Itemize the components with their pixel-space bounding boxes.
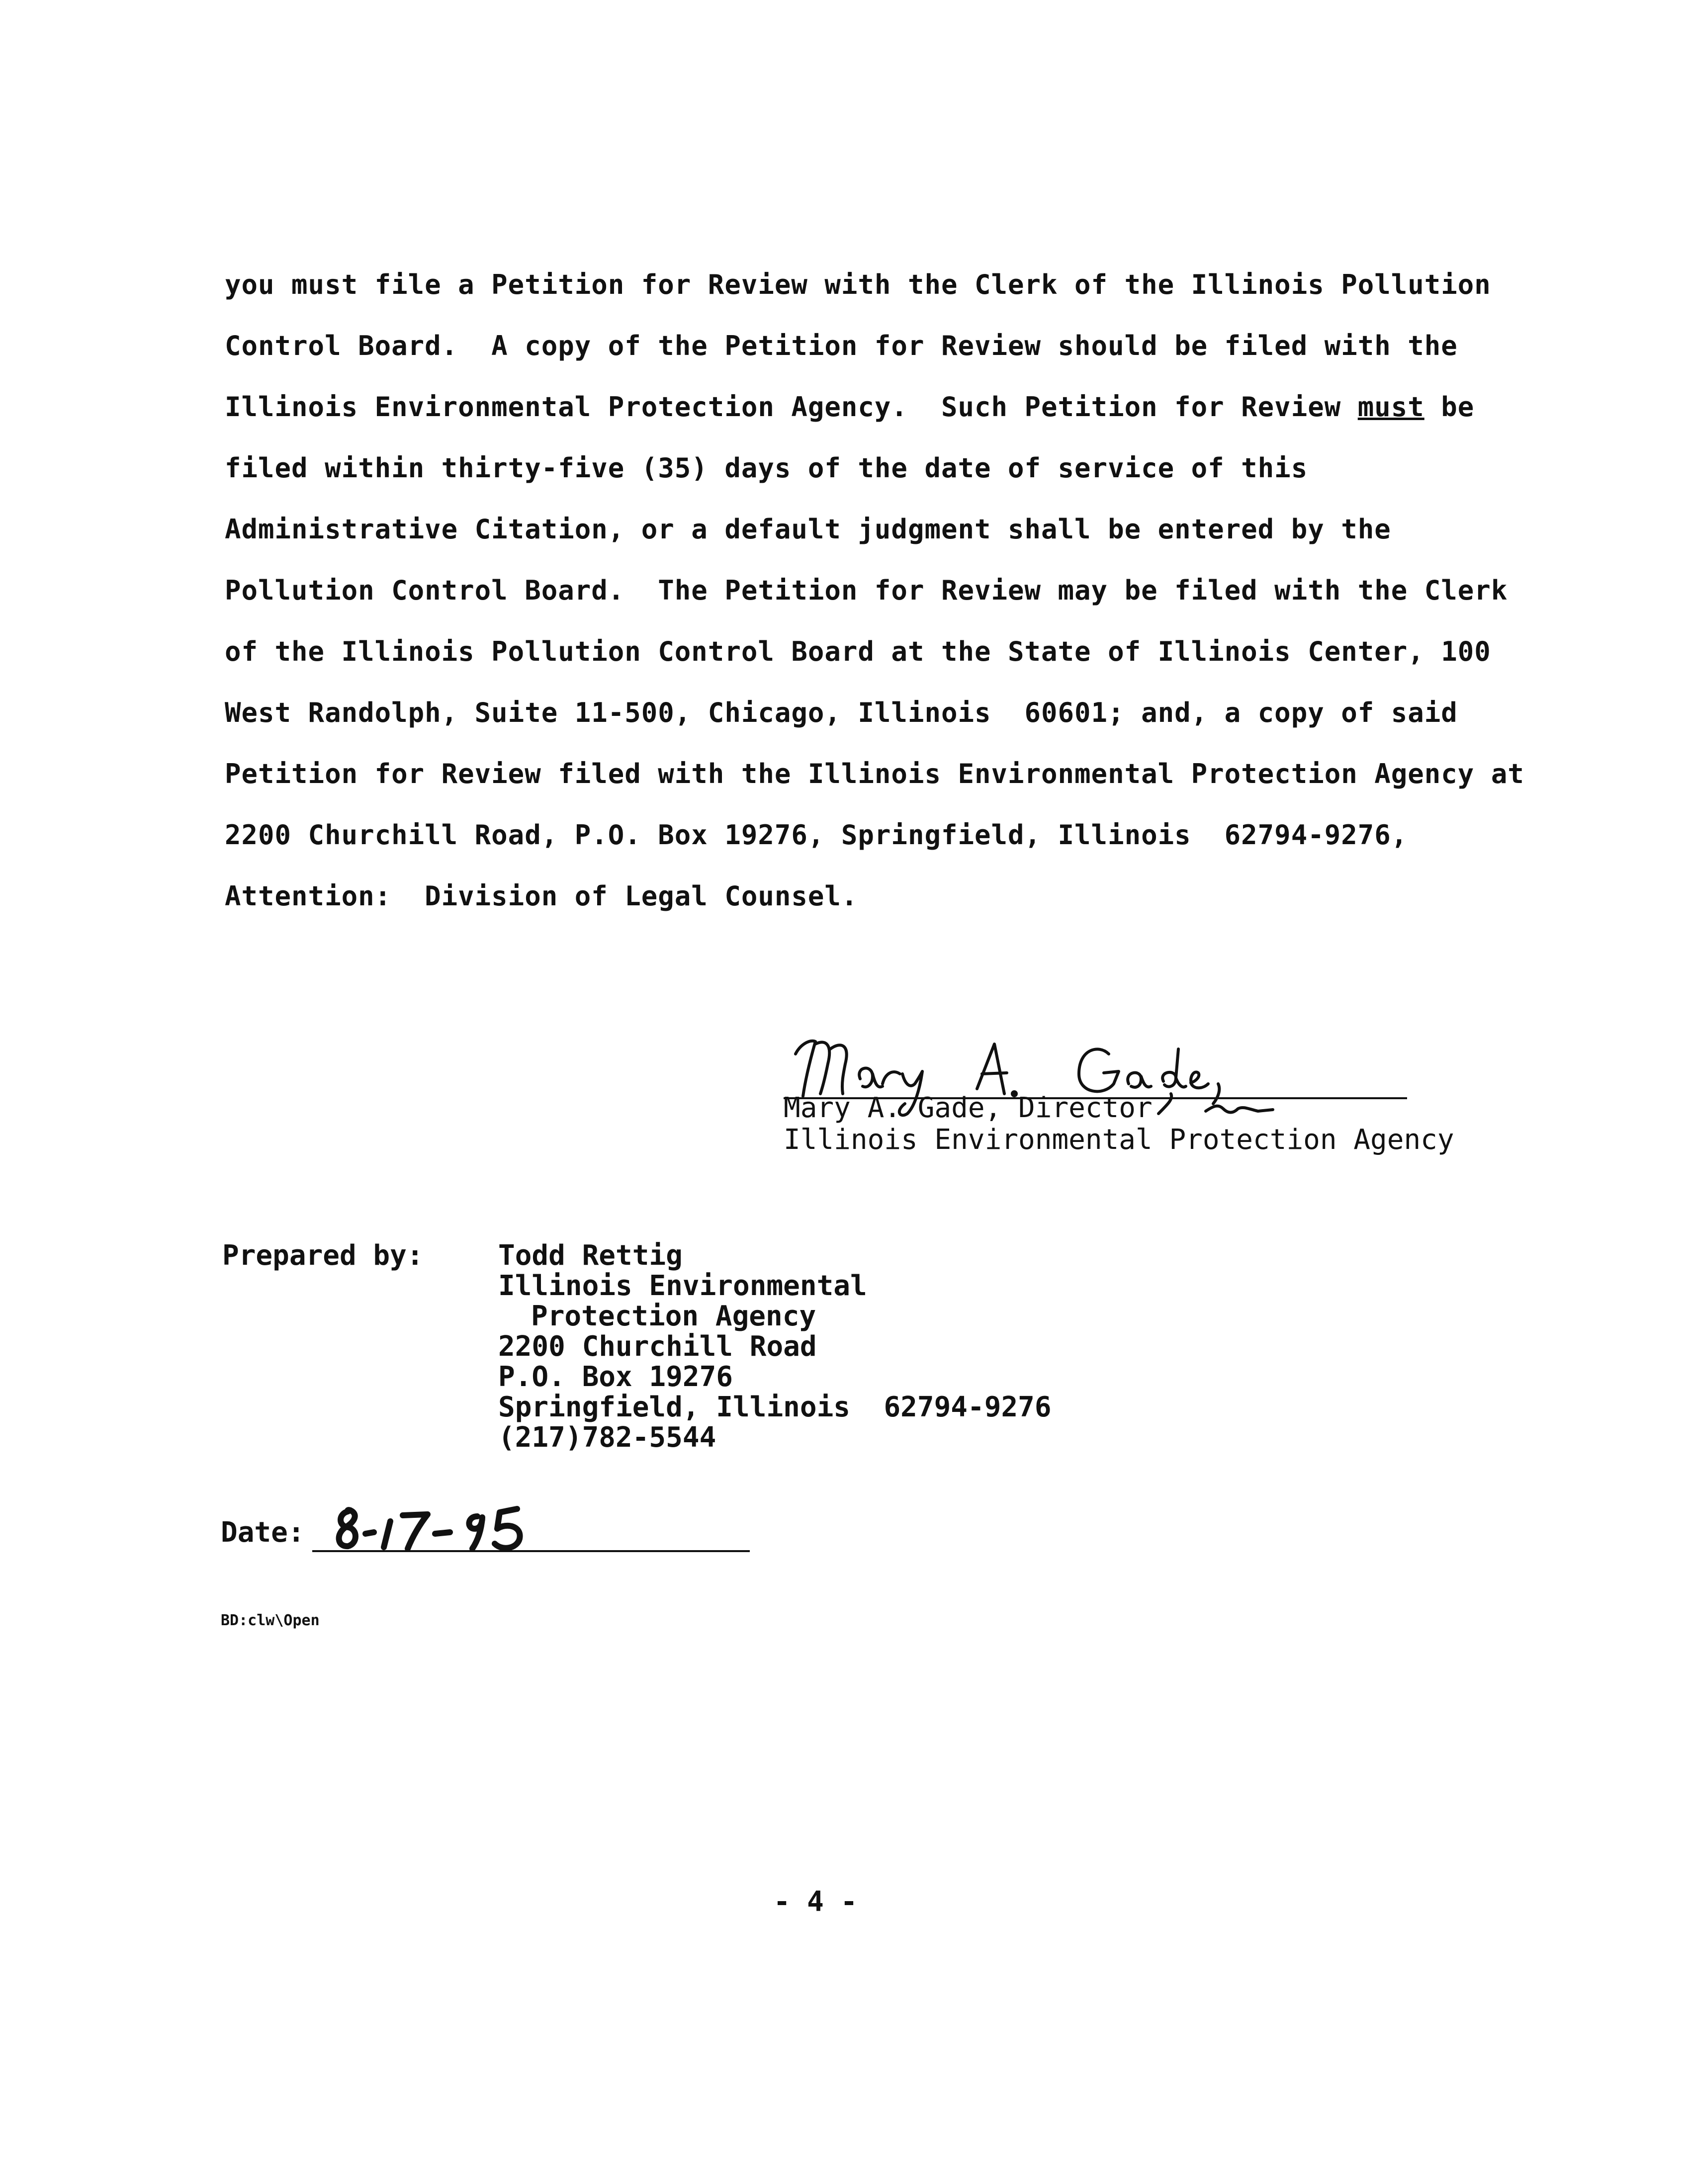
preparer-org-line-2: Protection Agency xyxy=(531,1300,816,1332)
preparer-city: Springfield, Illinois 62794-9276 xyxy=(498,1391,1052,1423)
body-line-11: Attention: Division of Legal Counsel. xyxy=(225,880,858,912)
preparer-po-box: P.O. Box 19276 xyxy=(498,1361,733,1393)
body-line-7: of the Illinois Pollution Control Board at the State of Illinois Center, 100 xyxy=(225,636,1491,667)
signatory-name-title: Mary A. Gade, Director xyxy=(784,1092,1153,1124)
prepared-by-label: Prepared by: xyxy=(222,1239,424,1272)
date-line xyxy=(312,1550,750,1552)
body-line-8: West Randolph, Suite 11-500, Chicago, Illinois 60601; and, a copy of said xyxy=(225,697,1458,728)
prepared-by-block xyxy=(498,1240,1052,1453)
reference-code: BD:clw\Open xyxy=(221,1612,320,1629)
handwritten-date xyxy=(328,1491,597,1556)
preparer-name: Todd Rettig xyxy=(498,1239,683,1272)
body-line-3 xyxy=(225,388,1498,449)
signature-block xyxy=(781,1014,1454,1163)
date-label: Date: xyxy=(221,1516,305,1549)
body-line-3-end: be xyxy=(1424,391,1475,423)
body-line-2: Control Board. A copy of the Petition for Review should be filed with the xyxy=(225,330,1458,361)
preparer-street: 2200 Churchill Road xyxy=(498,1330,817,1363)
preparer-phone: (217)782-5544 xyxy=(498,1421,716,1454)
body-line-4: filed within thirty-five (35) days of the date of service of this xyxy=(225,452,1308,484)
body-line-10: 2200 Churchill Road, P.O. Box 19276, Springfield, Illinois 62794-9276, xyxy=(225,819,1408,851)
body-line-1: you must file a Petition for Review with the Clerk of the Illinois Pollution xyxy=(225,269,1491,300)
preparer-org-line-1: Illinois Environmental xyxy=(498,1270,867,1302)
emphasis-must: must xyxy=(1357,391,1424,423)
body-line-6: Pollution Control Board. The Petition for Review may be filed with the Clerk xyxy=(225,575,1508,606)
body-line-9: Petition for Review filed with the Illinois Environmental Protection Agency at xyxy=(225,758,1524,789)
signatory-organization: Illinois Environmental Protection Agency xyxy=(784,1124,1454,1156)
body-line-5: Administrative Citation, or a default judgment shall be entered by the xyxy=(225,514,1391,545)
page-number: - 4 - xyxy=(773,1886,858,1918)
body-line-3-start: Illinois Environmental Protection Agency. Such Petition for Review xyxy=(225,391,1358,423)
body-paragraph xyxy=(225,266,1524,939)
